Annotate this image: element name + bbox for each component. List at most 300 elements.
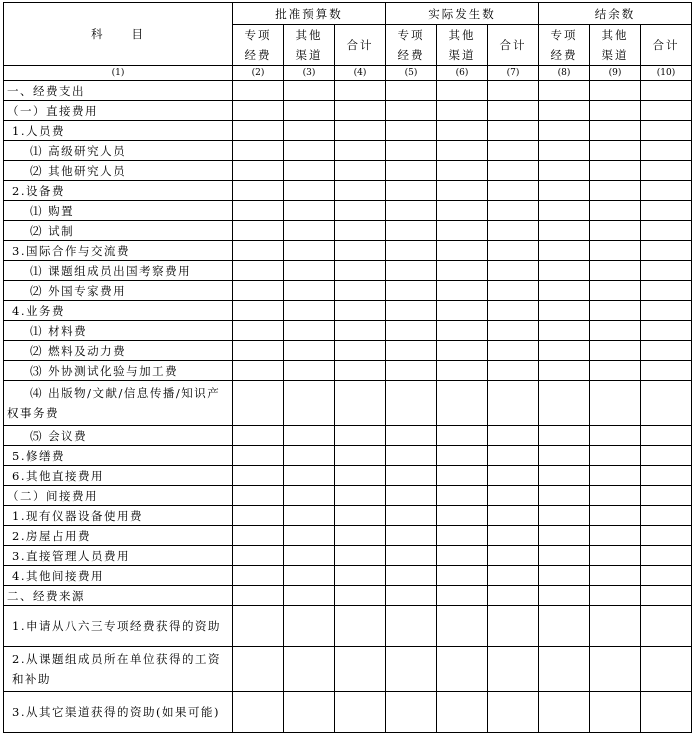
- value-cell[interactable]: [437, 161, 488, 181]
- value-cell[interactable]: [641, 506, 692, 526]
- value-cell[interactable]: [386, 261, 437, 281]
- value-cell[interactable]: [335, 221, 386, 241]
- value-cell[interactable]: [335, 241, 386, 261]
- value-cell[interactable]: [641, 486, 692, 506]
- value-cell[interactable]: [488, 426, 539, 446]
- value-cell[interactable]: [233, 526, 284, 546]
- value-cell[interactable]: [590, 341, 641, 361]
- value-cell[interactable]: [590, 261, 641, 281]
- table-row: [4, 301, 692, 321]
- table-row: [4, 526, 692, 546]
- value-cell[interactable]: [590, 81, 641, 101]
- value-cell[interactable]: [437, 361, 488, 381]
- value-cell[interactable]: [437, 81, 488, 101]
- value-cell[interactable]: [641, 241, 692, 261]
- value-cell[interactable]: [335, 121, 386, 141]
- value-cell[interactable]: [233, 181, 284, 201]
- value-cell[interactable]: [488, 381, 539, 426]
- value-cell[interactable]: [539, 201, 590, 221]
- value-cell[interactable]: [284, 647, 335, 692]
- value-cell[interactable]: [233, 261, 284, 281]
- value-cell[interactable]: [335, 506, 386, 526]
- value-cell[interactable]: [641, 261, 692, 281]
- sub-column-header: [641, 25, 692, 66]
- value-cell[interactable]: [488, 101, 539, 121]
- value-cell[interactable]: [437, 301, 488, 321]
- value-cell[interactable]: [386, 566, 437, 586]
- value-cell[interactable]: [386, 301, 437, 321]
- value-cell[interactable]: [488, 692, 539, 733]
- value-cell[interactable]: [641, 201, 692, 221]
- value-cell[interactable]: [641, 281, 692, 301]
- value-cell[interactable]: [641, 221, 692, 241]
- value-cell[interactable]: [539, 446, 590, 466]
- value-cell[interactable]: [233, 221, 284, 241]
- value-cell[interactable]: [539, 692, 590, 733]
- value-cell[interactable]: [437, 466, 488, 486]
- value-cell[interactable]: [437, 121, 488, 141]
- value-cell[interactable]: [590, 301, 641, 321]
- value-cell[interactable]: [641, 546, 692, 566]
- value-cell[interactable]: [437, 261, 488, 281]
- value-cell[interactable]: [233, 341, 284, 361]
- value-cell[interactable]: [284, 181, 335, 201]
- value-cell[interactable]: [335, 566, 386, 586]
- value-cell[interactable]: [590, 606, 641, 647]
- value-cell[interactable]: [233, 546, 284, 566]
- value-cell[interactable]: [386, 526, 437, 546]
- row-label: 二、经费来源: [4, 586, 233, 606]
- value-cell[interactable]: [386, 181, 437, 201]
- value-cell[interactable]: [335, 526, 386, 546]
- value-cell[interactable]: [386, 121, 437, 141]
- sub-column-header: [386, 25, 437, 66]
- value-cell[interactable]: [437, 692, 488, 733]
- value-cell[interactable]: [641, 606, 692, 647]
- value-cell[interactable]: [539, 281, 590, 301]
- value-cell[interactable]: [386, 241, 437, 261]
- value-cell[interactable]: [488, 606, 539, 647]
- table-row: [4, 546, 692, 566]
- value-cell[interactable]: [233, 586, 284, 606]
- value-cell[interactable]: [641, 446, 692, 466]
- value-cell[interactable]: [233, 241, 284, 261]
- group-header-actual-spending: 实际发生数: [386, 3, 539, 25]
- value-cell[interactable]: [335, 141, 386, 161]
- value-cell[interactable]: [539, 381, 590, 426]
- value-cell[interactable]: [386, 506, 437, 526]
- row-label: 2.房屋占用费: [4, 526, 233, 546]
- value-cell[interactable]: [233, 647, 284, 692]
- row-label: 2.从课题组成员所在单位获得的工资和补助: [4, 647, 233, 692]
- value-cell[interactable]: [437, 606, 488, 647]
- value-cell[interactable]: [386, 101, 437, 121]
- value-cell[interactable]: [335, 446, 386, 466]
- value-cell[interactable]: [590, 101, 641, 121]
- value-cell[interactable]: [590, 281, 641, 301]
- column-number: (7): [488, 66, 539, 81]
- value-cell[interactable]: [641, 121, 692, 141]
- value-cell[interactable]: [488, 301, 539, 321]
- value-cell[interactable]: [233, 141, 284, 161]
- value-cell[interactable]: [437, 446, 488, 466]
- value-cell[interactable]: [233, 201, 284, 221]
- value-cell[interactable]: [590, 361, 641, 381]
- row-label: ⑴ 高级研究人员: [4, 141, 233, 161]
- value-cell[interactable]: [539, 161, 590, 181]
- value-cell[interactable]: [437, 566, 488, 586]
- value-cell[interactable]: [590, 426, 641, 446]
- value-cell[interactable]: [539, 647, 590, 692]
- value-cell[interactable]: [539, 426, 590, 446]
- sub-column-header-text: 渠道: [601, 48, 629, 62]
- value-cell[interactable]: [335, 101, 386, 121]
- value-cell[interactable]: [284, 606, 335, 647]
- value-cell[interactable]: [488, 121, 539, 141]
- column-number: (1): [4, 66, 233, 81]
- value-cell[interactable]: [488, 261, 539, 281]
- value-cell[interactable]: [641, 586, 692, 606]
- value-cell[interactable]: [590, 566, 641, 586]
- value-cell[interactable]: [335, 301, 386, 321]
- value-cell[interactable]: [335, 466, 386, 486]
- value-cell[interactable]: [539, 121, 590, 141]
- table-row: [4, 121, 692, 141]
- value-cell[interactable]: [437, 141, 488, 161]
- value-cell[interactable]: [284, 426, 335, 446]
- column-number: (6): [437, 66, 488, 81]
- sub-column-header: [284, 25, 335, 66]
- value-cell[interactable]: [437, 201, 488, 221]
- value-cell[interactable]: [641, 181, 692, 201]
- table-row: [4, 261, 692, 281]
- value-cell[interactable]: [437, 101, 488, 121]
- value-cell[interactable]: [590, 201, 641, 221]
- value-cell[interactable]: [335, 486, 386, 506]
- sub-column-header-text: 合计: [346, 38, 374, 52]
- value-cell[interactable]: [233, 101, 284, 121]
- value-cell[interactable]: [437, 281, 488, 301]
- value-cell[interactable]: [641, 692, 692, 733]
- value-cell[interactable]: [335, 426, 386, 446]
- value-cell[interactable]: [590, 526, 641, 546]
- value-cell[interactable]: [284, 692, 335, 733]
- row-label: ⑵ 试制: [4, 221, 233, 241]
- value-cell[interactable]: [284, 221, 335, 241]
- value-cell[interactable]: [437, 586, 488, 606]
- value-cell[interactable]: [437, 181, 488, 201]
- value-cell[interactable]: [386, 281, 437, 301]
- value-cell[interactable]: [488, 486, 539, 506]
- value-cell[interactable]: [539, 241, 590, 261]
- value-cell[interactable]: [233, 361, 284, 381]
- row-label: 1.人员费: [4, 121, 233, 141]
- value-cell[interactable]: [641, 321, 692, 341]
- value-cell[interactable]: [386, 546, 437, 566]
- value-cell[interactable]: [488, 586, 539, 606]
- value-cell[interactable]: [386, 361, 437, 381]
- table-row: [4, 466, 692, 486]
- value-cell[interactable]: [335, 341, 386, 361]
- value-cell[interactable]: [335, 281, 386, 301]
- value-cell[interactable]: [488, 466, 539, 486]
- value-cell[interactable]: [437, 647, 488, 692]
- value-cell[interactable]: [284, 486, 335, 506]
- value-cell[interactable]: [488, 647, 539, 692]
- value-cell[interactable]: [641, 647, 692, 692]
- sub-column-header-text: 合计: [652, 38, 680, 52]
- row-label: 3.直接管理人员费用: [4, 546, 233, 566]
- value-cell[interactable]: [233, 606, 284, 647]
- value-cell[interactable]: [488, 526, 539, 546]
- value-cell[interactable]: [335, 361, 386, 381]
- value-cell[interactable]: [539, 321, 590, 341]
- value-cell[interactable]: [641, 566, 692, 586]
- value-cell[interactable]: [233, 301, 284, 321]
- value-cell[interactable]: [284, 506, 335, 526]
- value-cell[interactable]: [233, 692, 284, 733]
- table-row: [4, 81, 692, 101]
- value-cell[interactable]: [590, 121, 641, 141]
- value-cell[interactable]: [437, 241, 488, 261]
- value-cell[interactable]: [284, 101, 335, 121]
- value-cell[interactable]: [284, 566, 335, 586]
- value-cell[interactable]: [284, 446, 335, 466]
- value-cell[interactable]: [335, 586, 386, 606]
- value-cell[interactable]: [539, 261, 590, 281]
- value-cell[interactable]: [590, 141, 641, 161]
- value-cell[interactable]: [641, 466, 692, 486]
- table-row: [4, 692, 692, 733]
- value-cell[interactable]: [437, 221, 488, 241]
- value-cell[interactable]: [386, 466, 437, 486]
- value-cell[interactable]: [386, 446, 437, 466]
- value-cell[interactable]: [284, 321, 335, 341]
- value-cell[interactable]: [335, 321, 386, 341]
- row-label: 1.申请从八六三专项经费获得的资助: [4, 606, 233, 647]
- row-label: 4.其他间接费用: [4, 566, 233, 586]
- value-cell[interactable]: [539, 101, 590, 121]
- value-cell[interactable]: [539, 181, 590, 201]
- value-cell[interactable]: [233, 566, 284, 586]
- value-cell[interactable]: [488, 566, 539, 586]
- value-cell[interactable]: [590, 381, 641, 426]
- value-cell[interactable]: [284, 141, 335, 161]
- row-label: 一、经费支出: [4, 81, 233, 101]
- value-cell[interactable]: [488, 546, 539, 566]
- value-cell[interactable]: [590, 221, 641, 241]
- sub-column-header-text: 渠道: [295, 48, 323, 62]
- value-cell[interactable]: [641, 141, 692, 161]
- value-cell[interactable]: [233, 466, 284, 486]
- table-row: [4, 161, 692, 181]
- value-cell[interactable]: [284, 81, 335, 101]
- value-cell[interactable]: [590, 466, 641, 486]
- value-cell[interactable]: [539, 566, 590, 586]
- value-cell[interactable]: [284, 466, 335, 486]
- value-cell[interactable]: [641, 81, 692, 101]
- value-cell[interactable]: [335, 81, 386, 101]
- value-cell[interactable]: [386, 606, 437, 647]
- value-cell[interactable]: [386, 221, 437, 241]
- value-cell[interactable]: [539, 586, 590, 606]
- value-cell[interactable]: [233, 81, 284, 101]
- value-cell[interactable]: [233, 121, 284, 141]
- value-cell[interactable]: [539, 81, 590, 101]
- value-cell[interactable]: [284, 361, 335, 381]
- value-cell[interactable]: [488, 221, 539, 241]
- value-cell[interactable]: [641, 341, 692, 361]
- value-cell[interactable]: [641, 101, 692, 121]
- value-cell[interactable]: [437, 426, 488, 446]
- value-cell[interactable]: [284, 121, 335, 141]
- table-row: [4, 586, 692, 606]
- value-cell[interactable]: [386, 381, 437, 426]
- value-cell[interactable]: [233, 281, 284, 301]
- value-cell[interactable]: [437, 546, 488, 566]
- group-header-balance: 结余数: [539, 3, 692, 25]
- table-row: [4, 321, 692, 341]
- value-cell[interactable]: [488, 201, 539, 221]
- value-cell[interactable]: [386, 161, 437, 181]
- value-cell[interactable]: [590, 161, 641, 181]
- sub-column-header-text: 其他: [601, 28, 629, 42]
- value-cell[interactable]: [284, 546, 335, 566]
- table-row: [4, 181, 692, 201]
- value-cell[interactable]: [590, 321, 641, 341]
- value-cell[interactable]: [386, 586, 437, 606]
- value-cell[interactable]: [335, 181, 386, 201]
- value-cell[interactable]: [590, 241, 641, 261]
- value-cell[interactable]: [437, 526, 488, 546]
- value-cell[interactable]: [386, 692, 437, 733]
- value-cell[interactable]: [335, 381, 386, 426]
- value-cell[interactable]: [437, 486, 488, 506]
- sub-column-header-text: 专项: [244, 28, 272, 42]
- value-cell[interactable]: [590, 181, 641, 201]
- value-cell[interactable]: [284, 381, 335, 426]
- value-cell[interactable]: [284, 301, 335, 321]
- value-cell[interactable]: [386, 426, 437, 446]
- value-cell[interactable]: [590, 692, 641, 733]
- value-cell[interactable]: [386, 141, 437, 161]
- value-cell[interactable]: [641, 361, 692, 381]
- value-cell[interactable]: [488, 506, 539, 526]
- value-cell[interactable]: [284, 526, 335, 546]
- value-cell[interactable]: [488, 141, 539, 161]
- value-cell[interactable]: [335, 161, 386, 181]
- value-cell[interactable]: [641, 161, 692, 181]
- value-cell[interactable]: [539, 606, 590, 647]
- value-cell[interactable]: [284, 201, 335, 221]
- value-cell[interactable]: [590, 446, 641, 466]
- value-cell[interactable]: [437, 321, 488, 341]
- value-cell[interactable]: [488, 241, 539, 261]
- value-cell[interactable]: [539, 486, 590, 506]
- sub-column-header-text: 经费: [244, 48, 272, 62]
- value-cell[interactable]: [386, 81, 437, 101]
- value-cell[interactable]: [437, 506, 488, 526]
- table-row: [4, 566, 692, 586]
- value-cell[interactable]: [641, 301, 692, 321]
- value-cell[interactable]: [488, 446, 539, 466]
- value-cell[interactable]: [386, 321, 437, 341]
- column-number: (8): [539, 66, 590, 81]
- value-cell[interactable]: [488, 321, 539, 341]
- row-label: （二）间接费用: [4, 486, 233, 506]
- value-cell[interactable]: [488, 341, 539, 361]
- value-cell[interactable]: [386, 647, 437, 692]
- value-cell[interactable]: [284, 161, 335, 181]
- value-cell[interactable]: [233, 381, 284, 426]
- value-cell[interactable]: [233, 161, 284, 181]
- value-cell[interactable]: [233, 446, 284, 466]
- value-cell[interactable]: [590, 506, 641, 526]
- value-cell[interactable]: [284, 261, 335, 281]
- value-cell[interactable]: [335, 261, 386, 281]
- value-cell[interactable]: [233, 486, 284, 506]
- value-cell[interactable]: [233, 426, 284, 446]
- sub-column-header-text: 专项: [397, 28, 425, 42]
- value-cell[interactable]: [335, 692, 386, 733]
- table-row: [4, 647, 692, 692]
- value-cell[interactable]: [386, 341, 437, 361]
- value-cell[interactable]: [539, 301, 590, 321]
- value-cell[interactable]: [284, 241, 335, 261]
- value-cell[interactable]: [386, 201, 437, 221]
- value-cell[interactable]: [386, 486, 437, 506]
- value-cell[interactable]: [539, 506, 590, 526]
- value-cell[interactable]: [539, 341, 590, 361]
- value-cell[interactable]: [590, 486, 641, 506]
- value-cell[interactable]: [539, 221, 590, 241]
- value-cell[interactable]: [488, 161, 539, 181]
- table-row: [4, 101, 692, 121]
- value-cell[interactable]: [641, 381, 692, 426]
- value-cell[interactable]: [488, 181, 539, 201]
- value-cell[interactable]: [641, 526, 692, 546]
- value-cell[interactable]: [641, 426, 692, 446]
- row-label: （一）直接费用: [4, 101, 233, 121]
- value-cell[interactable]: [539, 546, 590, 566]
- value-cell[interactable]: [335, 647, 386, 692]
- value-cell[interactable]: [233, 506, 284, 526]
- value-cell[interactable]: [284, 341, 335, 361]
- value-cell[interactable]: [539, 466, 590, 486]
- sub-column-header: [590, 25, 641, 66]
- value-cell[interactable]: [539, 361, 590, 381]
- value-cell[interactable]: [437, 381, 488, 426]
- value-cell[interactable]: [437, 341, 488, 361]
- row-label: ⑵ 燃料及动力费: [4, 341, 233, 361]
- value-cell[interactable]: [284, 586, 335, 606]
- value-cell[interactable]: [539, 141, 590, 161]
- table-row: [4, 606, 692, 647]
- value-cell[interactable]: [590, 586, 641, 606]
- value-cell[interactable]: [590, 546, 641, 566]
- value-cell[interactable]: [335, 606, 386, 647]
- row-label: ⑴ 课题组成员出国考察费用: [4, 261, 233, 281]
- value-cell[interactable]: [539, 526, 590, 546]
- value-cell[interactable]: [488, 361, 539, 381]
- value-cell[interactable]: [284, 281, 335, 301]
- value-cell[interactable]: [335, 201, 386, 221]
- value-cell[interactable]: [590, 647, 641, 692]
- value-cell[interactable]: [488, 281, 539, 301]
- value-cell[interactable]: [335, 546, 386, 566]
- value-cell[interactable]: [233, 321, 284, 341]
- value-cell[interactable]: [488, 81, 539, 101]
